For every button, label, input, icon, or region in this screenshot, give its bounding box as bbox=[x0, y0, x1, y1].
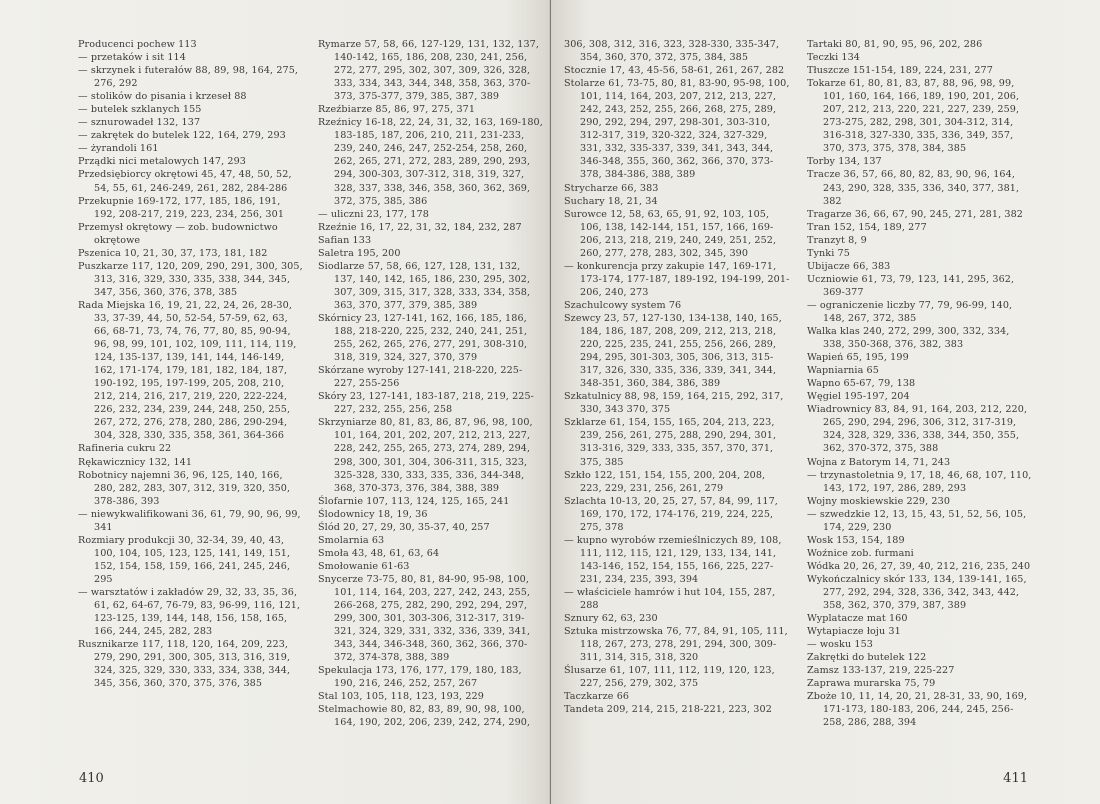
index-entry: Przekupnie 169-172, 177, 185, 186, 191, 192, 208-217, 219, 223, 234, 256, 301 bbox=[78, 195, 285, 220]
index-entry: Stolarze 61, 73-75, 80, 81, 83-90, 95-98, 100, 101, 114, 164, 203, 207, 212, 213, 227, 242, 243, 252, 255, 266, 268, 275, 289, 290, 292, 294, 297, 298-301, 303-310, 312-317, 319, 320-322, 324, 327-329, 331, 332, 335-337, 339, 341, 343, 344, 346-348, 355, 360, 362, 366, 370, 373-378, 384-386, 388, 389 bbox=[564, 78, 790, 181]
index-entry: Zamsz 133-137, 219, 225-227 bbox=[807, 665, 955, 677]
page-number-right: 411 bbox=[1003, 771, 1028, 786]
index-entry: — butelek szklanych 155 bbox=[78, 104, 202, 116]
index-entry: Szachulcowy system 76 bbox=[564, 299, 682, 311]
index-entry: Strycharze 66, 383 bbox=[564, 182, 659, 194]
index-entry: Wapniarnia 65 bbox=[807, 365, 879, 377]
index-entry: Torby 134, 137 bbox=[807, 156, 882, 168]
index-column-2 bbox=[318, 38, 544, 729]
index-entry: Wapień 65, 195, 199 bbox=[807, 352, 909, 364]
index-column-4 bbox=[807, 38, 1033, 729]
right-page bbox=[551, 0, 1100, 804]
index-entry: — konkurencja przy zakupie 147, 169-171, 173-174, 177-187, 189-192, 194-199, 201-206, 240, 273 bbox=[564, 260, 790, 298]
index-entry: Rzeźbiarze 85, 86, 97, 275, 371 bbox=[318, 104, 476, 116]
index-entry: Prządki nici metalowych 147, 293 bbox=[78, 156, 246, 168]
index-entry: Snycerze 73-75, 80, 81, 84-90, 95-98, 100, 101, 114, 164, 203, 227, 242, 243, 255, 266-268, 275, 282, 290, 292, 294, 297, 299, 300, 301, 303-306, 312-317, 319-321, 324, 329, 331, 332, 336, 339, 341, 343, 344, 346-348, 360, 362, 366, 370-372, 374-378, 388, 389 bbox=[318, 573, 531, 664]
index-entry: Tynki 75 bbox=[807, 247, 850, 259]
index-entry: Rzeźnicy 16-18, 22, 24, 31, 32, 163, 169-180, 183-185, 187, 206, 210, 211, 231-233, 239, 240, 246, 247, 252-254, 258, 260, 262, 265, 271, 272, 283, 289, 290, 293, 294, 300-303, 307-312, 318, 319, 327, 328, 337, 338, 346, 358, 360, 362, 369, 372, 375, 385, 386 bbox=[318, 117, 543, 207]
index-entry: — ograniczenie liczby 77, 79, 96-99, 140, 148, 267, 372, 385 bbox=[807, 299, 1013, 324]
index-entry: — trzynastoletnia 9, 17, 18, 46, 68, 107, 110, 143, 172, 197, 286, 289, 293 bbox=[807, 469, 1032, 494]
index-entry: Wyplatacze mat 160 bbox=[807, 613, 908, 625]
index-entry: Rękawicznicy 132, 141 bbox=[78, 456, 193, 468]
index-entry: Rusznikarze 117, 118, 120, 164, 209, 223, 279, 290, 291, 300, 305, 313, 316, 319, 324, 325, 329, 330, 333, 334, 338, 344, 345, 356, 360, 370, 375, 376, 385 bbox=[78, 639, 291, 690]
index-entry: Wytapiacze łoju 31 bbox=[807, 626, 901, 638]
index-entry: — skrzynek i futerałów 88, 89, 98, 164, 275, 276, 292 bbox=[78, 65, 299, 90]
index-entry: Tłuszcze 151-154, 189, 224, 231, 277 bbox=[807, 65, 993, 77]
index-entry: Skórzane wyroby 127-141, 218-220, 225-227, 255-256 bbox=[318, 365, 523, 390]
index-entry: Wojny moskiewskie 229, 230 bbox=[807, 495, 951, 507]
index-entry: Wosk 153, 154, 189 bbox=[807, 534, 905, 546]
index-entry: Węgiel 195-197, 204 bbox=[807, 391, 910, 403]
index-entry: Tracze 36, 57, 66, 80, 82, 83, 90, 96, 164, 243, 290, 328, 335, 336, 340, 377, 381, 382 bbox=[807, 169, 1020, 207]
index-entry: Tragarze 36, 66, 67, 90, 245, 271, 281, 382 bbox=[807, 208, 1024, 220]
index-entry: Tokarze 61, 80, 81, 83, 87, 88, 96, 98, 99, 101, 160, 164, 166, 189, 190, 201, 206, 207, 212, 213, 220, 221, 227, 239, 259, 273-275, 282, 298, 301, 304-312, 314, 316-318, 327-330, 335, 336, 349, 357, 370, 373, 375, 378, 384, 385 bbox=[807, 78, 1020, 155]
index-entry: — właściciele hamrów i hut 104, 155, 287, 288 bbox=[564, 586, 776, 612]
index-entry: Smoła 43, 48, 61, 63, 64 bbox=[318, 547, 440, 559]
index-entry: Suchary 18, 21, 34 bbox=[564, 195, 658, 207]
index-entry: Teczki 134 bbox=[807, 52, 861, 64]
index-entry: Tartaki 80, 81, 90, 95, 96, 202, 286 bbox=[807, 39, 983, 50]
index-column-3 bbox=[564, 38, 790, 716]
page-number-left: 410 bbox=[79, 771, 104, 786]
index-entry: Saletra 195, 200 bbox=[318, 247, 401, 259]
index-entry: Smolarnia 63 bbox=[318, 534, 385, 546]
index-entry: Sznury 62, 63, 230 bbox=[564, 613, 658, 625]
index-entry: Zakrętki do butelek 122 bbox=[807, 652, 927, 664]
index-entry: — wosku 153 bbox=[807, 639, 874, 651]
index-entry: Walka klas 240, 272, 299, 300, 332, 334, 338, 350-368, 376, 382, 383 bbox=[807, 326, 1010, 351]
index-entry: Pszenica 10, 21, 30, 37, 173, 181, 182 bbox=[78, 247, 268, 259]
index-entry: Siodlarze 57, 58, 66, 127, 128, 131, 132, 137, 140, 142, 165, 186, 230, 295, 302, 307, 309, 315, 317, 328, 333, 334, 358, 363, 370, 377, 379, 385, 389 bbox=[318, 260, 531, 311]
index-entry: Szkatulnicy 88, 98, 159, 164, 215, 292, 317, 330, 343 370, 375 bbox=[564, 391, 784, 416]
index-entry: Ślofarnie 107, 113, 124, 125, 165, 241 bbox=[318, 495, 510, 507]
index-entry: Tran 152, 154, 189, 277 bbox=[807, 221, 927, 233]
index-entry: — zakrętek do butelek 122, 164, 279, 293 bbox=[78, 130, 286, 142]
index-entry: — kupno wyrobów rzemieślniczych 89, 108, 111, 112, 115, 121, 129, 133, 134, 141, 143-146, 152, 154, 155, 166, 225, 227-231, 234, 235, 393, 394 bbox=[564, 534, 782, 585]
index-entry: Robotnicy najemni 36, 96, 125, 140, 166, 280, 282, 283, 307, 312, 319, 320, 350, 378-386, 393 bbox=[78, 469, 291, 507]
index-entry: Skrzyniarze 80, 81, 83, 86, 87, 96, 98, 100, 101, 164, 201, 202, 207, 212, 213, 227, 228, 242, 255, 265, 273, 274, 289, 294, 298, 300, 301, 304, 306-311, 315, 323, 325-328, 330, 333, 335, 336, 344-348, 368, 370-373, 376, 384, 388, 389 bbox=[318, 417, 533, 494]
index-entry: Producenci pochew 113 bbox=[78, 39, 197, 50]
index-entry: Wiadrownicy 83, 84, 91, 164, 203, 212, 220, 265, 290, 294, 296, 306, 312, 317-319, 324, 328, 329, 336, 338, 344, 350, 355, 362, 370-372, 375, 388 bbox=[807, 404, 1028, 455]
index-entry: 306, 308, 312, 316, 323, 328-330, 335-347, 354, 360, 370, 372, 375, 384, 385 bbox=[564, 39, 780, 64]
index-entry: Stal 103, 105, 118, 123, 193, 229 bbox=[318, 691, 484, 703]
index-entry: — szwedzkie 12, 13, 15, 43, 51, 52, 56, 105, 174, 229, 230 bbox=[807, 508, 1027, 533]
index-column-1 bbox=[78, 38, 304, 690]
index-entry: Szlachta 10-13, 20, 25, 27, 57, 84, 99, 117, 169, 170, 172, 174-176, 219, 224, 225, 275, 378 bbox=[564, 495, 778, 533]
index-entry: Uczniowie 61, 73, 79, 123, 141, 295, 362, 369-377 bbox=[807, 273, 1015, 298]
index-entry: — uliczni 23, 177, 178 bbox=[318, 208, 429, 220]
index-entry: Surowce 12, 58, 63, 65, 91, 92, 103, 105, 106, 138, 142-144, 151, 157, 166, 169-206, 213, 218, 219, 240, 249, 251, 252, 260, 277, 278, 283, 302, 345, 390 bbox=[564, 208, 777, 259]
index-entry: Spekulacja 173, 176, 177, 179, 180, 183, 190, 216, 246, 252, 257, 267 bbox=[318, 665, 522, 690]
index-entry: Szkło 122, 151, 154, 155, 200, 204, 208, 223, 229, 231, 256, 261, 279 bbox=[564, 469, 766, 494]
index-entry: Przemysł okrętowy — zob. budownictwo okrętowe bbox=[78, 221, 278, 246]
index-entry: Woźnice zob. furmani bbox=[807, 547, 914, 559]
index-entry: Skórnicy 23, 127-141, 162, 166, 185, 186, 188, 218-220, 225, 232, 240, 241, 251, 255, 262, 265, 276, 277, 291, 308-310, 318, 319, 324, 327, 370, 379 bbox=[318, 312, 528, 364]
index-entry: — stolików do pisania i krzeseł 88 bbox=[78, 91, 247, 103]
index-entry: — żyrandoli 161 bbox=[78, 143, 159, 155]
index-entry: Ślusarze 61, 107, 111, 112, 119, 120, 123, 227, 256, 279, 302, 375 bbox=[564, 665, 775, 690]
index-entry: Ubijacze 66, 383 bbox=[807, 260, 891, 272]
index-entry: Rada Miejska 16, 19, 21, 22, 24, 26, 28-30, 33, 37-39, 44, 50, 52-54, 57-59, 62, 63, 66, 68-71, 73, 74, 76, 77, 80, 85, 90-94, 96, 98, 99, 101, 102, 109, 111, 114, 119, 124, 135-137, 139, 141, 144, 146-149, 162, 171-174, 179, 181, 182, 184, 187, 190-192, 195, 197-199, 205, 208, 210, 212, 214, 216, 217, 219, 220, 222-224, 226, 232, 234, 239, 244, 248, 250, 255, 267, 272, 276, 278, 280, 286, 290-294, 304, 328, 330, 335, 358, 361, 364-366 bbox=[78, 299, 297, 442]
index-entry: Wykończalnicy skór 133, 134, 139-141, 165, 277, 292, 294, 328, 336, 342, 343, 442, 358, 362, 370, 379, 387, 389 bbox=[807, 573, 1027, 612]
index-entry: Sztuka mistrzowska 76, 77, 84, 91, 105, 111, 118, 267, 273, 278, 291, 294, 300, 309-311, 314, 315, 318, 320 bbox=[564, 626, 788, 664]
index-entry: Wódka 20, 26, 27, 39, 40, 212, 216, 235, 240 bbox=[807, 560, 1031, 572]
index-entry: Safian 133 bbox=[318, 234, 372, 246]
index-entry: Stocznie 17, 43, 45-56, 58-61, 261, 267, 282 bbox=[564, 65, 785, 77]
index-entry: Rymarze 57, 58, 66, 127-129, 131, 132, 137, 140-142, 165, 186, 208, 230, 241, 256, 272, 277, 295, 302, 307, 309, 326, 328, 333, 334, 343, 344, 348, 358, 363, 370-373, 375-377, 379, 385, 387, 389 bbox=[318, 39, 540, 103]
index-entry: Wojna z Batorym 14, 71, 243 bbox=[807, 456, 951, 468]
index-entry: Ślód 20, 27, 29, 30, 35-37, 40, 257 bbox=[318, 521, 490, 533]
index-entry: Taczkarze 66 bbox=[564, 691, 630, 703]
index-entry: Rzeźnie 16, 17, 22, 31, 32, 184, 232, 287 bbox=[318, 221, 522, 233]
index-entry: Tranzyt 8, 9 bbox=[807, 234, 867, 246]
index-entry: — przetaków i sit 114 bbox=[78, 52, 186, 64]
index-entry: — niewykwalifikowani 36, 61, 79, 90, 96, 99, 341 bbox=[78, 508, 301, 533]
index-entry: Zboże 10, 11, 14, 20, 21, 28-31, 33, 90, 169, 171-173, 180-183, 206, 244, 245, 256-258, 286, 288, 394 bbox=[807, 691, 1028, 729]
index-entry: — sznurowadeł 132, 137 bbox=[78, 117, 201, 129]
index-entry: Skóry 23, 127-141, 183-187, 218, 219, 225-227, 232, 255, 256, 258 bbox=[318, 391, 535, 416]
index-entry: Szklarze 61, 154, 155, 165, 204, 213, 223, 239, 256, 261, 275, 288, 290, 294, 301, 313-316, 329, 333, 335, 357, 370, 371, 375, 385 bbox=[564, 417, 777, 468]
index-entry: Rozmiary produkcji 30, 32-34, 39, 40, 43, 100, 104, 105, 123, 125, 141, 149, 151, 152, 154, 158, 159, 166, 241, 245, 246, 295 bbox=[78, 534, 291, 585]
index-entry: Tandeta 209, 214, 215, 218-221, 223, 302 bbox=[564, 704, 772, 716]
index-entry: Smołowanie 61-63 bbox=[318, 560, 410, 572]
index-entry: Rafineria cukru 22 bbox=[78, 443, 172, 455]
index-entry: Ślodownicy 18, 19, 36 bbox=[318, 508, 428, 520]
index-entry: Zaprawa murarska 75, 79 bbox=[807, 678, 936, 690]
index-entry: Szewcy 23, 57, 127-130, 134-138, 140, 165, 184, 186, 187, 208, 209, 212, 213, 218, 220, 225, 235, 241, 255, 256, 266, 289, 294, 295, 301-303, 305, 306, 313, 315-317, 326, 330, 335, 336, 339, 341, 344, 348-351, 360, 384, 386, 389 bbox=[564, 312, 782, 390]
index-entry: Wapno 65-67, 79, 138 bbox=[807, 378, 916, 390]
index-entry: Przedsiębiorcy okrętowi 45, 47, 48, 50, 52, 54, 55, 61, 246-249, 261, 282, 284-286 bbox=[78, 169, 292, 194]
index-entry: Stelmachowie 80, 82, 83, 89, 90, 98, 100, 164, 190, 202, 206, 239, 242, 274, 290, bbox=[318, 704, 531, 729]
index-entry: Puszkarze 117, 120, 209, 290, 291, 300, 305, 313, 316, 329, 330, 335, 338, 344, 345, 347, 356, 360, 376, 378, 385 bbox=[78, 260, 303, 298]
index-entry: — warsztatów i zakładów 29, 32, 33, 35, 36, 61, 62, 64-67, 76-79, 83, 96-99, 116, 121, 123-125, 139, 144, 148, 156, 158, 165, 166, 244, 245, 282, 283 bbox=[78, 586, 301, 638]
